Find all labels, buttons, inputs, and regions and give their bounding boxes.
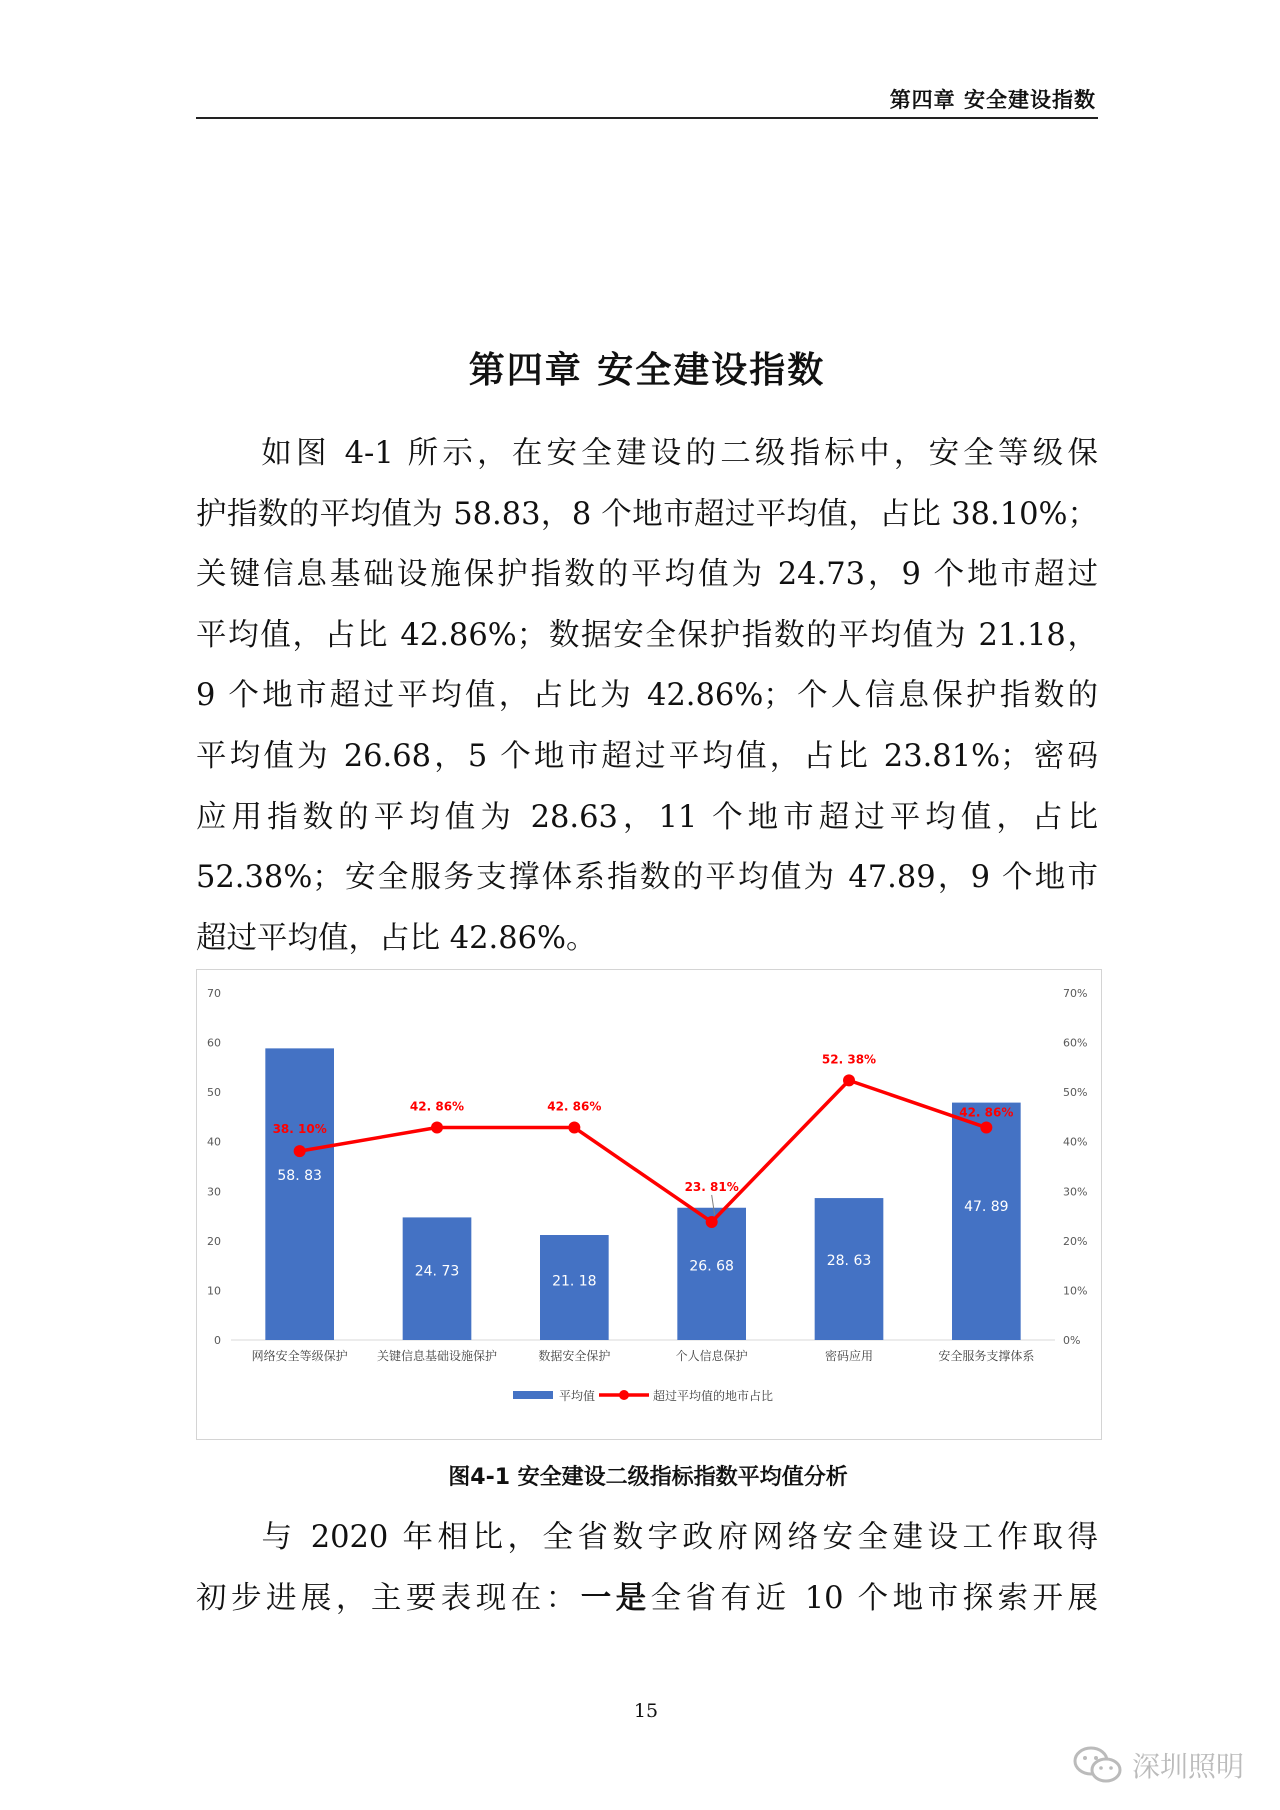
watermark-text: 深圳照明 <box>1132 1750 1245 1783</box>
y-axis-tick-label: 40 <box>207 1135 221 1149</box>
bar-value-label: 24. 73 <box>414 1263 460 1280</box>
bar-value-label: 21. 18 <box>552 1273 597 1290</box>
figure-caption: 图4-1 安全建设二级指标指数平均值分析 <box>448 1465 848 1490</box>
line-point-6 <box>980 1122 992 1134</box>
paragraph-line: 52.38%；安全服务支撑体系指数的平均值为 47.89，9 个地市 <box>196 860 1098 896</box>
line-point-5 <box>843 1074 855 1086</box>
line-point-2 <box>431 1122 443 1134</box>
bar-value-label: 26. 68 <box>689 1258 734 1275</box>
chart-canvas <box>197 970 1101 1439</box>
paragraph-line: 如图 4-1 所示，在安全建设的二级指标中，安全等级保 <box>257 436 1098 471</box>
y2-axis-tick-label: 20% <box>1063 1234 1088 1248</box>
watermark <box>1072 1743 1244 1787</box>
line-value-label: 38. 10% <box>272 1122 327 1137</box>
y-axis-tick-label: 30 <box>207 1185 221 1199</box>
paragraph-line: 初步进展，主要表现在：一是全省有近 10 个地市探索开展 <box>196 1580 1099 1616</box>
bar-1 <box>265 1048 334 1340</box>
paragraph-line: 平均值为 26.68，5 个地市超过平均值，占比 23.81%；密码 <box>196 738 1098 774</box>
y2-axis-tick-label: 60% <box>1063 1036 1088 1050</box>
bar-value-label: 47. 89 <box>964 1198 1009 1215</box>
legend-swatch-marker <box>619 1390 629 1400</box>
line-point-1 <box>294 1145 306 1157</box>
paragraph-line: 平均值，占比 42.86%；数据安全保护指数的平均值为 21.18， <box>196 617 1098 653</box>
x-axis-category-label: 网络安全等级保护 <box>251 1349 348 1363</box>
y-axis-tick-label: 70 <box>207 987 221 1000</box>
line-point-3 <box>568 1122 580 1134</box>
bar-6 <box>952 1103 1021 1340</box>
chapter-title: 第四章 安全建设指数 <box>468 350 826 391</box>
paragraph-1 <box>196 424 1098 969</box>
paragraph-line: 关键信息基础设施保护指数的平均值为 24.73，9 个地市超过 <box>196 557 1098 593</box>
header-rule <box>196 117 1098 119</box>
y2-axis-tick-label: 10% <box>1063 1284 1088 1298</box>
x-axis-category-label: 密码应用 <box>824 1349 874 1363</box>
y-axis-tick-label: 10 <box>207 1284 221 1298</box>
line-value-label: 52. 38% <box>821 1052 877 1067</box>
y2-axis-tick-label: 40% <box>1063 1135 1088 1149</box>
wechat-icon <box>1072 1745 1124 1785</box>
x-axis-category-label: 关键信息基础设施保护 <box>376 1349 498 1363</box>
page-number: 15 <box>633 1700 659 1722</box>
y2-axis-tick-label: 50% <box>1063 1086 1088 1100</box>
y-axis-tick-label: 50 <box>207 1086 221 1100</box>
legend-swatch-bar <box>513 1391 553 1399</box>
running-header: 第四章 安全建设指数 <box>889 88 1096 112</box>
legend-label-bar: 平均值 <box>559 1389 596 1403</box>
emphasis-text: 一是 <box>580 1580 651 1616</box>
x-axis-category-label: 个人信息保护 <box>675 1349 748 1363</box>
line-value-label: 42. 86% <box>409 1099 465 1114</box>
combo-chart <box>196 969 1102 1440</box>
paragraph-line: 9 个地市超过平均值，占比为 42.86%；个人信息保护指数的 <box>196 678 1098 714</box>
paragraph-line: 超过平均值，占比 42.86%。 <box>196 920 597 956</box>
bar-5 <box>815 1198 884 1340</box>
x-axis-category-label: 安全服务支撑体系 <box>938 1349 1035 1363</box>
paragraph-2 <box>196 1508 1098 1629</box>
x-axis-category-label: 数据安全保护 <box>538 1349 611 1363</box>
legend-label-line: 超过平均值的地市占比 <box>653 1389 774 1403</box>
y-axis-tick-label: 0 <box>214 1334 221 1347</box>
y2-axis-tick-label: 0% <box>1063 1334 1081 1347</box>
line-value-label: 23. 81% <box>684 1179 739 1194</box>
bar-value-label: 58. 83 <box>277 1168 322 1185</box>
y-axis-tick-label: 20 <box>207 1234 221 1248</box>
line-value-label: 42. 86% <box>547 1099 602 1114</box>
paragraph-line: 护指数的平均值为 58.83，8 个地市超过平均值，占比 38.10%； <box>196 496 1098 532</box>
y2-axis-tick-label: 70% <box>1063 987 1088 1000</box>
y2-axis-tick-label: 30% <box>1063 1185 1088 1199</box>
line-point-4 <box>706 1216 718 1228</box>
paragraph-line: 与 2020 年相比，全省数字政府网络安全建设工作取得 <box>257 1520 1098 1555</box>
bar-value-label: 28. 63 <box>826 1252 872 1269</box>
y-axis-tick-label: 60 <box>207 1036 221 1050</box>
paragraph-line: 应用指数的平均值为 28.63，11 个地市超过平均值，占比 <box>196 799 1098 835</box>
line-value-label: 42. 86% <box>959 1105 1014 1120</box>
